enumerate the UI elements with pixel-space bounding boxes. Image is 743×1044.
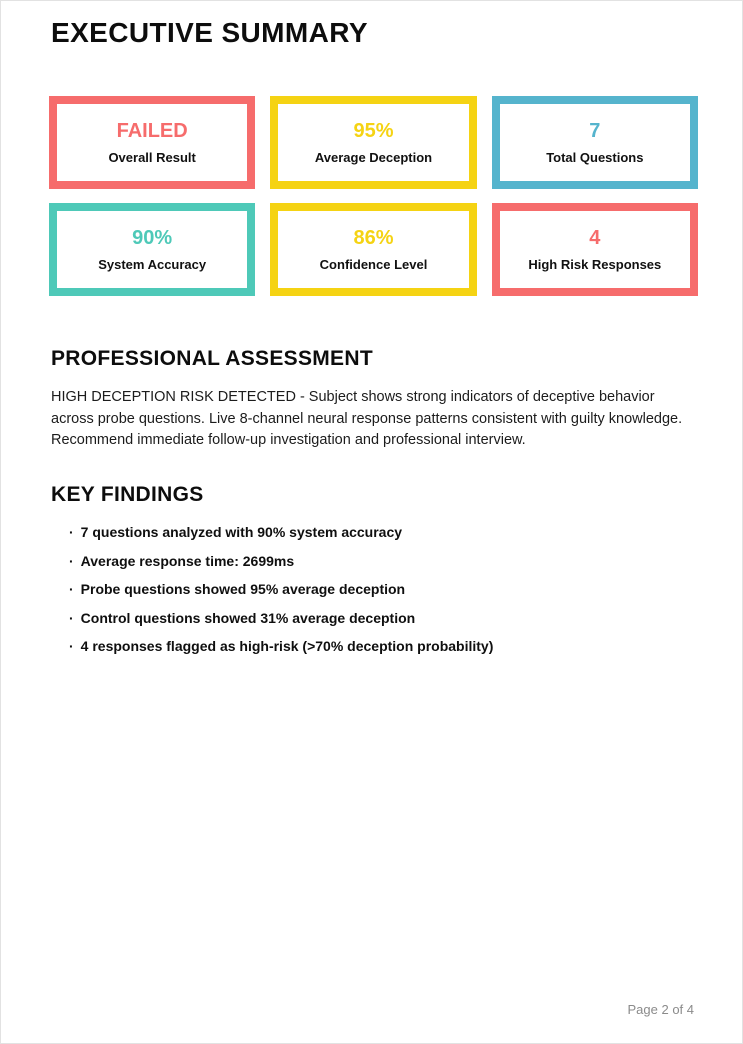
finding-item bbox=[51, 582, 681, 596]
page-number: Page 2 of 4 bbox=[627, 1002, 694, 1017]
finding-item bbox=[51, 554, 681, 568]
stat-value: 90% bbox=[132, 226, 173, 249]
stat-label: Average Deception bbox=[314, 149, 433, 165]
bullet-icon: · bbox=[69, 552, 74, 569]
finding-text: Average response time: 2699ms bbox=[80, 552, 295, 569]
stat-label: High Risk Responses bbox=[528, 256, 662, 272]
stat-value: 4 bbox=[589, 226, 601, 249]
finding-text: Probe questions showed 95% average deception bbox=[80, 581, 406, 597]
key-findings-heading: KEY FINDINGS bbox=[51, 483, 204, 506]
summary-stats-grid bbox=[49, 96, 698, 296]
bullet-icon: · bbox=[69, 581, 74, 597]
key-findings-list bbox=[51, 525, 681, 668]
stat-card-average-deception bbox=[270, 96, 476, 189]
stat-label: System Accuracy bbox=[98, 256, 207, 272]
stat-value: FAILED bbox=[116, 119, 188, 142]
bullet-icon: · bbox=[69, 638, 74, 654]
assessment-body-text: HIGH DECEPTION RISK DETECTED - Subject shows strong indicators of deceptive behavior across probe questions. Live 8-channel neural response patterns consistent with guilty knowledge. Recommend immediate follow-up investigation and professional interview. bbox=[51, 389, 683, 448]
finding-text: 4 responses flagged as high-risk (>70% deception probability) bbox=[80, 638, 494, 654]
finding-item bbox=[51, 611, 681, 625]
stat-card-confidence-level bbox=[270, 203, 476, 296]
page-title: EXECUTIVE SUMMARY bbox=[51, 17, 368, 48]
stat-label: Confidence Level bbox=[319, 256, 428, 272]
bullet-icon: · bbox=[69, 524, 74, 540]
finding-item bbox=[51, 639, 681, 653]
stat-card-overall-result bbox=[49, 96, 255, 189]
stat-value: 86% bbox=[353, 226, 394, 249]
stat-value: 95% bbox=[353, 119, 394, 142]
stat-value: 7 bbox=[589, 119, 601, 142]
finding-text: Control questions showed 31% average deception bbox=[80, 609, 416, 626]
stat-card-system-accuracy bbox=[49, 203, 255, 296]
stat-card-total-questions bbox=[492, 96, 698, 189]
stat-label: Total Questions bbox=[546, 149, 644, 165]
finding-text: 7 questions analyzed with 90% system accuracy bbox=[80, 524, 403, 540]
bullet-icon: · bbox=[69, 609, 74, 626]
stat-label: Overall Result bbox=[108, 149, 196, 165]
assessment-section-heading: PROFESSIONAL ASSESSMENT bbox=[51, 347, 373, 370]
finding-item bbox=[51, 525, 681, 539]
stat-card-high-risk-responses bbox=[492, 203, 698, 296]
